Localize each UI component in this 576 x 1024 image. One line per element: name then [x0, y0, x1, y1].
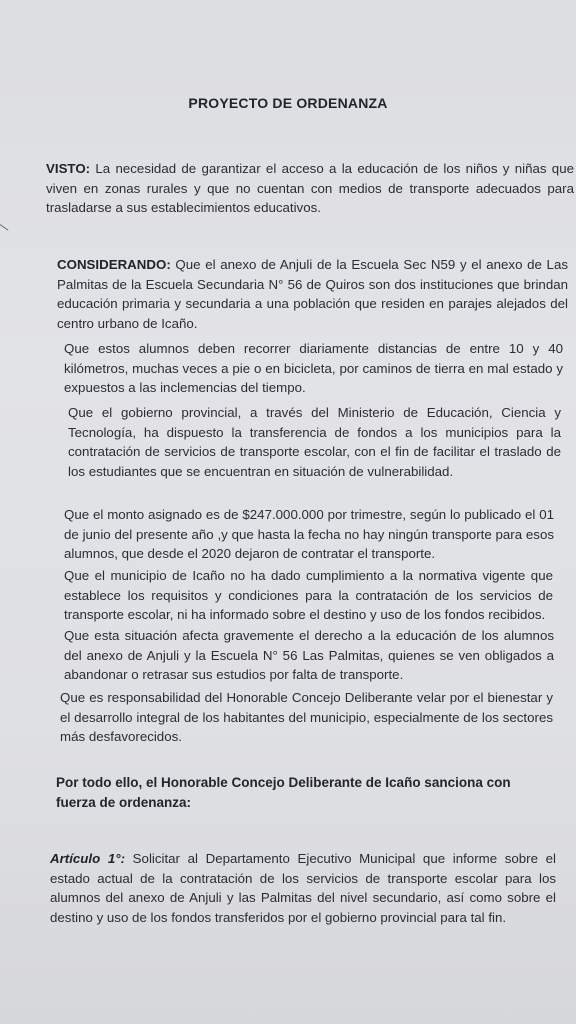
considerando-item-education-right: Que esta situación afecta gravemente el derecho a la educación de los alumnos del anexo de Anjuli y la Escuela N° 56 Las Palmitas, quienes se ven obligados a abandonar o retrasar sus estudios por falta de transporte. — [64, 628, 554, 682]
article-1-label: Artículo 1°: — [50, 851, 126, 866]
document-title: PROYECTO DE ORDENANZA — [188, 95, 388, 111]
article-1-paragraph — [50, 849, 556, 927]
considerando-item-amount: Que el monto asignado es de $247.000.000 por trimestre, según lo publicado el 01 de junio del presente año ,y que hasta la fecha no hay ningún transporte para esos alumnos, que desde el 2020 dejaron de contratar el transporte. — [64, 507, 554, 561]
considerando-label: CONSIDERANDO: — [57, 257, 171, 272]
resolution-statement: Por todo ello, el Honorable Concejo Deliberante de Icaño sanciona con fuerza de ordenanza: — [56, 775, 511, 810]
article-1-text: Solicitar al Departamento Ejecutivo Municipal que informe sobre el estado actual de la contratación de los servicios de transporte escolar para los alumnos del anexo de Anjuli y las Palmitas del nivel secundario, así como sobre el destino y uso de los fondos transferidos por el gobierno provincial para tal fin. — [50, 851, 556, 925]
visto-text: La necesidad de garantizar el acceso a la educación de los niños y niñas que viven en zonas rurales y que no cuentan con medios de transporte adecuados para trasladarse a sus establecimientos educativos. — [46, 161, 574, 215]
considerando-item-council-responsibility: Que es responsabilidad del Honorable Concejo Deliberante velar por el bienestar y el desarrollo integral de los habitantes del municipio, especialmente de los sectores más desfavorecidos. — [60, 690, 553, 744]
considerando-item-provincial-funds: Que el gobierno provincial, a través del Ministerio de Educación, Ciencia y Tecnología, ha dispuesto la transferencia de fondos a los municipios para la contratación de servicios de transporte escolar, con el fin de facilitar el traslado de los estudiantes que se encuentran en situación de vulnerabilidad. — [68, 405, 561, 479]
considerando-text: Que el anexo de Anjuli de la Escuela Sec N59 y el anexo de Las Palmitas de la Escuela Secundaria N° 56 de Quiros son dos instituciones que brindan educación primaria y secundaria a una población que residen en parajes alejados del centro urbano de Icaño. — [57, 257, 568, 331]
visto-label: VISTO: — [46, 161, 91, 176]
visto-paragraph — [46, 159, 574, 218]
paper-mark — [0, 224, 8, 231]
considerando-item-municipality: Que el municipio de Icaño no ha dado cumplimiento a la normativa vigente que establece los requisitos y condiciones para la contratación de los servicios de transporte escolar, ni ha informado sobre el destino y uso de los fondos recibidos. — [64, 568, 553, 622]
considerando-item-distances: Que estos alumnos deben recorrer diariamente distancias de entre 10 y 40 kilómetros, muchas veces a pie o en bicicleta, por caminos de tierra en mal estado y expuestos a las inclemencias del tiempo. — [64, 341, 563, 395]
considerando-paragraph — [57, 255, 568, 333]
